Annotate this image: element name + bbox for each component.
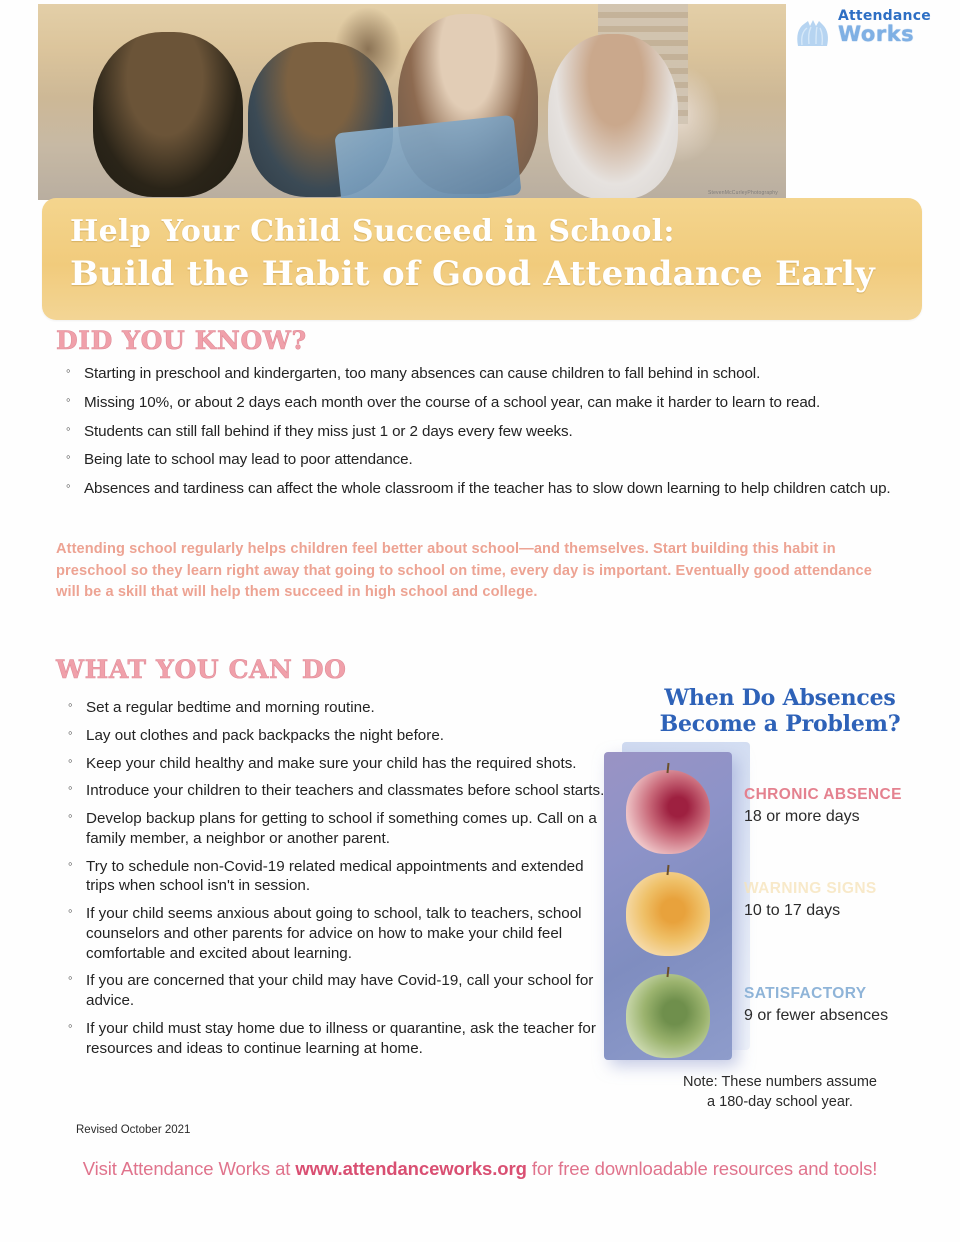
level-days: 9 or fewer absences [744,1006,889,1024]
red-apple-icon [626,770,710,854]
logo-line2: Works [838,22,915,46]
attendance-works-logo [792,8,942,54]
footer-bar [0,1158,960,1180]
list-item: ◦ Keep your child healthy and make sure your child has the required shots. [66,754,606,774]
level-category: WARNING SIGNS [744,880,877,897]
title-line-1: Help Your Child Succeed in School: [70,214,675,249]
note-line2: a 180-day school year. [707,1093,853,1110]
list-item: ◦ If your child seems anxious about going to school, talk to teachers, school counselors and other parents for advice on how to make your child feel comfortable and excited about learning. [66,904,606,963]
level-category: SATISFACTORY [744,985,867,1002]
what-you-can-do-list [66,698,606,1066]
logo-text [838,9,931,45]
yellow-apple-icon [626,872,710,956]
list-item: ◦ Lay out clothes and pack backpacks the night before. [66,726,606,746]
footer-prefix: Visit Attendance Works at [82,1158,296,1179]
list-item: ◦ Set a regular bedtime and morning routine. [66,698,606,718]
revised-date: Revised October 2021 [76,1124,191,1136]
level-chronic-absence [744,786,960,826]
level-days: 18 or more days [744,807,860,825]
absences-note [620,1073,940,1112]
level-days: 10 to 17 days [744,901,841,919]
traffic-light-apples-graphic [604,752,732,1060]
green-apple-icon [626,974,710,1058]
list-item: ◦ If you are concerned that your child may have Covid-19, call your school for advice. [66,971,606,1011]
photo-child-1 [93,32,243,197]
level-category: CHRONIC ABSENCE [744,786,902,803]
list-item: ◦ Students can still fall behind if they miss just 1 or 2 days every few weeks. [64,422,924,442]
highlight-paragraph: Attending school regularly helps children feel better about school—and themselves. Start building this habit in preschool so they learn right away that going to school on time, every day is important. Eventually good attendance will be a skill that will help them succeed in high school and college. [56,541,872,601]
did-you-know-heading: DID YOU KNOW? [56,326,307,355]
note-line1: Note: These numbers assume [683,1074,877,1090]
sun-hand-icon [792,12,834,50]
photo-credit: StevenMcCurleyPhotography [707,190,778,196]
absences-panel-title [620,686,940,738]
level-warning-signs [744,880,960,920]
footer-suffix: for free downloadable resources and tools! [526,1158,878,1179]
logo-line1: Attendance [838,8,931,24]
list-item: ◦ If your child must stay home due to illness or quarantine, ask the teacher for resources and ideas to continue learning at home. [66,1019,606,1059]
list-item: ◦ Try to schedule non-Covid-19 related medical appointments and extended trips when school isn't in session. [66,857,606,897]
absences-title-line1: When Do Absences [664,685,896,711]
footer-url[interactable]: www.attendanceworks.org [295,1158,527,1179]
did-you-know-list [64,364,924,508]
list-item: ◦ Starting in preschool and kindergarten, too many absences can cause children to fall behind in school. [64,364,924,384]
list-item: ◦ Introduce your children to their teachers and classmates before school starts. [66,781,606,801]
classroom-photo [38,4,786,200]
list-item: ◦ Absences and tardiness can affect the whole classroom if the teacher has to slow down learning to help children catch up. [64,479,924,499]
photo-child-4 [548,34,678,199]
list-item: ◦ Being late to school may lead to poor attendance. [64,450,924,470]
title-banner [42,198,922,320]
title-line-2: Build the Habit of Good Attendance Early [70,254,876,294]
what-you-can-do-heading: WHAT YOU CAN DO [56,655,347,684]
list-item: ◦ Missing 10%, or about 2 days each month over the course of a school year, can make it harder to learn to read. [64,393,924,413]
absences-title-line2: Become a Problem? [659,710,901,737]
list-item: ◦ Develop backup plans for getting to school if something comes up. Call on a family member, a neighbor or another parent. [66,809,606,849]
level-satisfactory [744,985,960,1025]
